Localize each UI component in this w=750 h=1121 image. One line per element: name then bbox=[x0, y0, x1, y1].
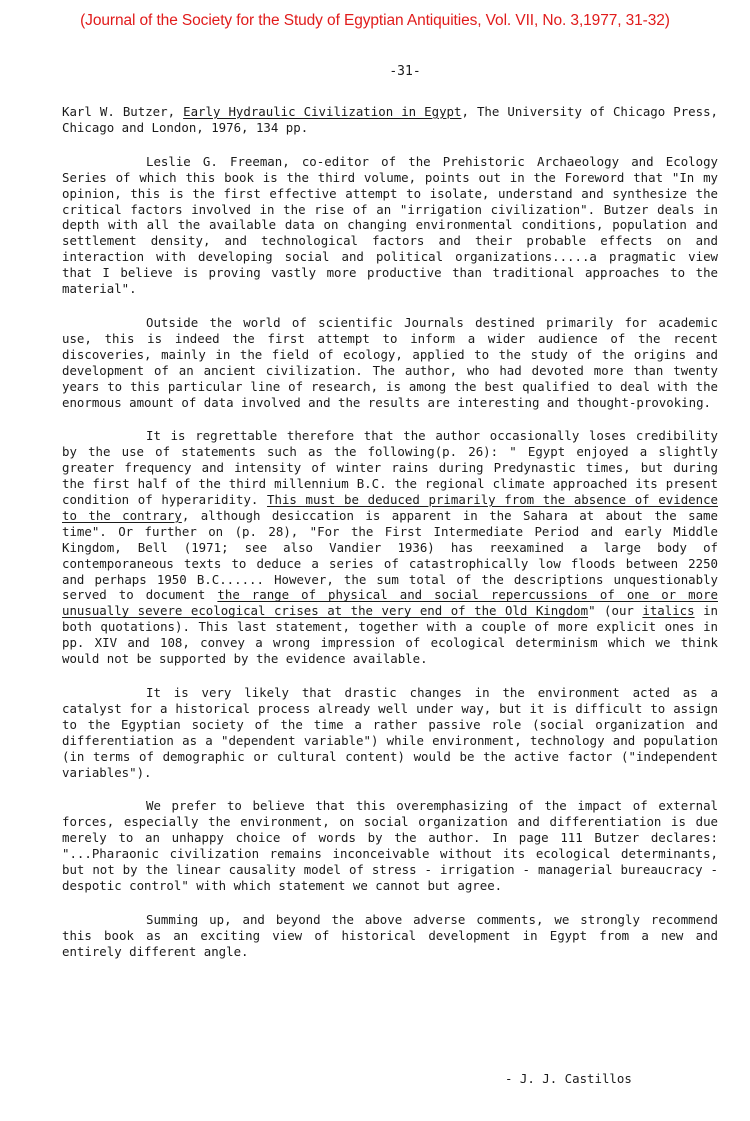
reviewer-signature: - J. J. Castillos bbox=[505, 1071, 632, 1086]
book-citation bbox=[62, 104, 718, 136]
text-segment: It is regrettable therefore that the author occasionally loses credibility by the use of statements such as the following(p. 26): " Egypt enjoyed a slightly greater frequency and intensity of winter rains during Predynastic times, but during the first half of the third millennium B.C. the regional climate approached its present condition of hyperaridity. bbox=[62, 428, 718, 508]
underlined-quote: This must be deduced primarily from the absence of evidence to the contrary bbox=[62, 492, 718, 523]
text-segment: " (our bbox=[588, 603, 643, 619]
paragraph-wider-audience: Outside the world of scientific Journals destined primarily for academic use, this is indeed the first attempt to inform a wider audience of the recent discoveries, mainly in the field of ecology, applied to the study of the origins and development of an ancient civilization. The author, who had devoted more than twenty years to this particular line of research, is among the best qualified to deal with the enormous amount of data involved and the results are interesting and thought-provoking. bbox=[62, 314, 718, 410]
text-segment: , although desiccation is apparent in the Sahara at about the same time". Or further on (p. 28), "For the First Intermediate Period and early Middle Kingdom, Bell (1971; see also Vandier 1936) has reexamined a large body of contemporaneous texts to deduce a series of catastrophically low floods between 2250 and perhaps 1950 B.C...... However, the sum total of the descriptions unquestionably served to document bbox=[62, 507, 718, 603]
page-number: -31- bbox=[389, 64, 421, 79]
review-body bbox=[62, 104, 718, 978]
paragraph-foreword-quote: Leslie G. Freeman, co-editor of the Prehistoric Archaeology and Ecology Series of which this book is the third volume, points out in the Foreword that "In my opinion, this is the first effective attempt to isolate, understand and synthesize the critical factors involved in the rise of an "irrigation civilization". Butzer deals in depth with all the available data on changing environmental conditions, population and settlement density, and technological factors and their probable effects on and interaction with developing social and political organizations.....a pragmatic view that I believe is proving vastly more productive than traditional approaches to the material". bbox=[62, 153, 718, 297]
paragraph-credibility bbox=[62, 428, 718, 667]
citation-publisher: , The University of Chicago Press, Chicago and London, 1976, 134 pp. bbox=[62, 104, 718, 135]
citation-author: Karl W. Butzer, bbox=[62, 104, 184, 119]
underlined-word: italics bbox=[642, 603, 695, 619]
paragraph-catalyst: It is very likely that drastic changes in the environment acted as a catalyst for a historical process already well under way, but it is difficult to assign to the Egyptian society of the time a rather passive role (social organization and differentiation as a "dependent variable") while environment, technology and population (in terms of demographic or cultural content) would be the active factor ("independent variables"). bbox=[62, 685, 718, 780]
journal-citation-header: (Journal of the Society for the Study of Egyptian Antiquities, Vol. VII, No. 3,1977, 31-32) bbox=[80, 12, 670, 29]
underlined-quote: the range of physical and social repercussions of one or more unusually severe ecological crises at the very end of the Old Kingdom bbox=[62, 587, 718, 619]
paragraph-conclusion: Summing up, and beyond the above adverse comments, we strongly recommend this book as an exciting view of historical development in Egypt from a new and entirely different angle. bbox=[62, 911, 718, 959]
paragraph-overemphasis: We prefer to believe that this overemphasizing of the impact of external forces, especially the environment, on social organization and differentiation is due merely to an unhappy choice of words by the author. In page 111 Butzer declares: "...Pharaonic civilization remains inconceivable without its ecological determinants, but not by the linear causality model of stress - irrigation - managerial bureaucracy - despotic control" with which statement we cannot but agree. bbox=[62, 798, 718, 893]
text-segment: in both quotations). This last statement, together with a couple of more explicit ones in pp. XIV and 108, convey a wrong impression of ecological determinism which we think would not be supported by the evidence available. bbox=[62, 603, 718, 667]
book-title: Early Hydraulic Civilization in Egypt bbox=[183, 104, 462, 119]
